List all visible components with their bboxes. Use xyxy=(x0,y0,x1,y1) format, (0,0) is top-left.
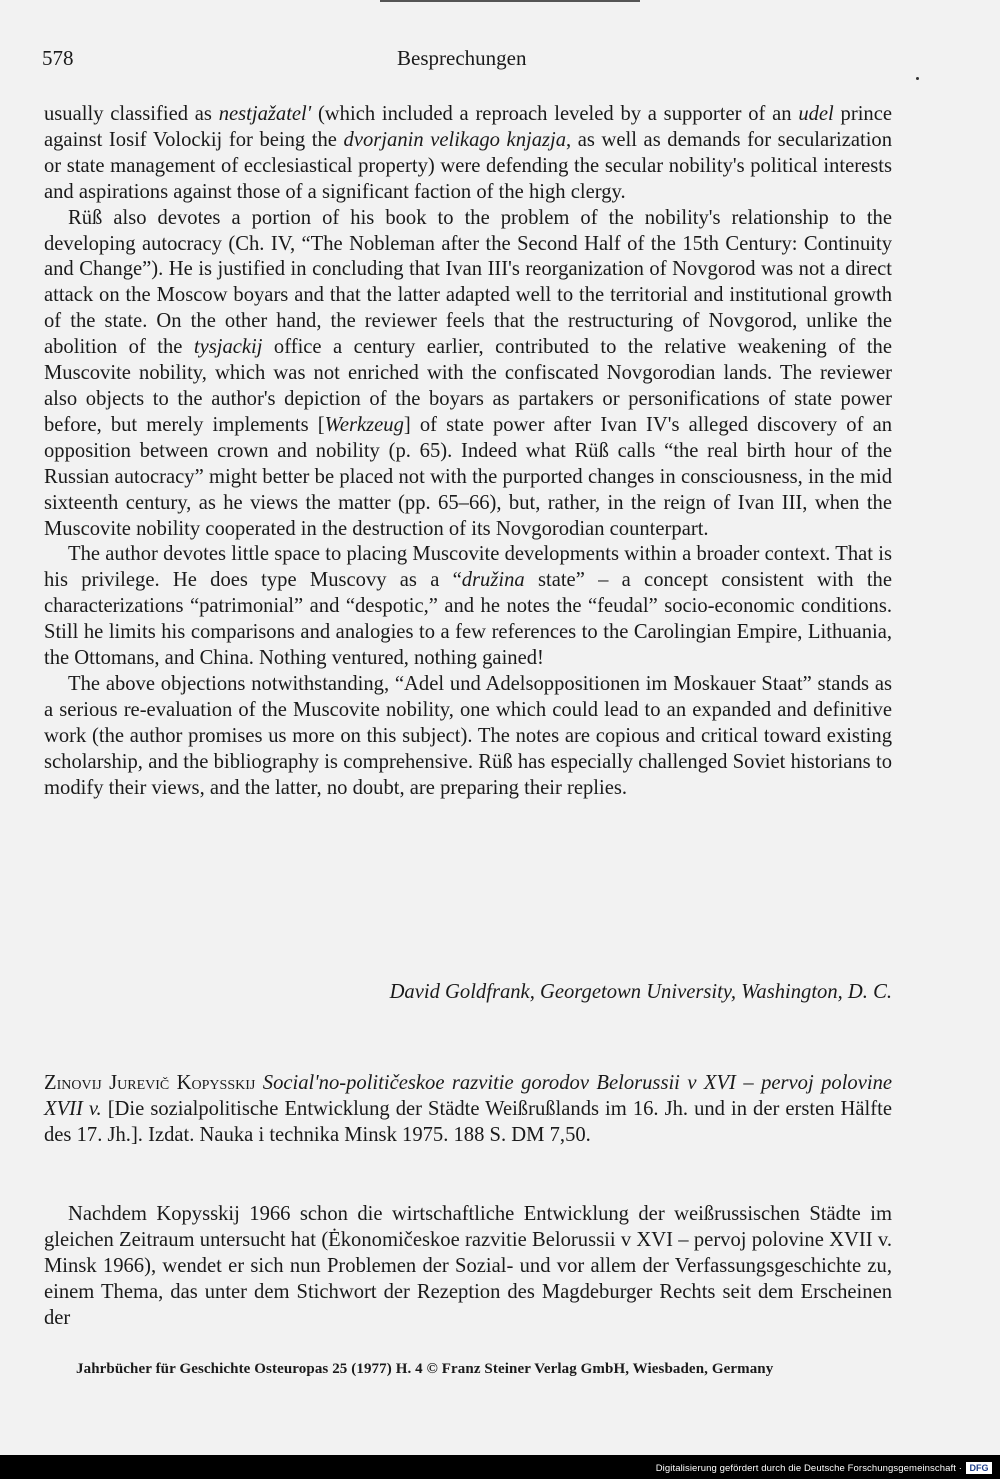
paragraph-3: The author devotes little space to placing Muscovite developments within a broader context. That is his privilege. He does type Muscovy as a “družina state” – a concept consistent with the characterizations “patrimonial” and “despotic,” and he notes the “feudal” socio-economic conditions. Still he limits his comparisons and analogies to a few references to the Carolingian Empire, Lithuania, the Ottomans, and China. Nothing ventured, nothing gained! xyxy=(44,543,892,670)
review-2-paragraph: Nachdem Kopysskij 1966 schon die wirtschaftliche Entwicklung der weißrussischen Städte im gleichen Zeitraum untersucht hat (Ėkonomičeskoe razvitie Belorussii v XVI – pervoj polovine XVII v. Minsk 1966), wendet er sich nun Problemen der Sozial- und vor allem der Verfassungsgeschichte zu, einem Thema, das unter dem Stichwort der Rezeption des Magdeburger Rechts seit dem Erscheinen der xyxy=(44,1203,892,1329)
running-head xyxy=(0,46,1000,74)
paragraph-2: Rüß also devotes a portion of his book to the problem of the nobility's relationship to the developing autocracy (Ch. IV, “The Nobleman after the Second Half of the 15th Century: Continuity and Change”). He is justified in concluding that Ivan III's reorganization of Novgorod was not a direct attack on the Moscow boyars and that the latter adapted well to the territorial and institutional growth of the state. On the other hand, the reviewer feels that the restructuring of Novgorod, unlike the abolition of the tysjackij office a century earlier, contributed to the relative weakening of the Muscovite nobility, which was not enriched with the confiscated Novgorodian lands. The reviewer also objects to the author's depiction of the boyars as partakers or personifications of state power before, but merely implements [Werkzeug] of state power after Ivan IV's alleged discovery of an opposition between crown and nobility (p. 65). Indeed what Rüß calls “the real birth hour of the Russian autocracy” might better be placed not with the purported changes in consciousness, in the mid sixteenth century, as he views the matter (pp. 65–66), but, rather, in the reign of Ivan III, when the Muscovite nobility cooperated in the destruction of its Novgorodian counterpart. xyxy=(44,206,893,540)
review-2-body xyxy=(44,1202,892,1332)
italic-term: dvorjanin velikago knjazja xyxy=(343,128,567,151)
entry-details: [Die sozialpolitische Entwicklung der Städte Weißrußlands im 16. Jh. und in der ersten Hälfte des 17. Jh.]. Izdat. Nauka i technika Minsk 1975. 188 S. DM 7,50. xyxy=(44,1097,892,1146)
dfg-logo: DFG xyxy=(966,1462,992,1474)
italic-term: nestjažatel' xyxy=(218,103,312,125)
journal-footer: Jahrbücher für Geschichte Osteuropas 25 (1977) H. 4 © Franz Steiner Verlag GmbH, Wiesbaden, Germany xyxy=(76,1361,774,1377)
reviewer-signature: David Goldfrank, Georgetown University, Washington, D. C. xyxy=(389,981,892,1003)
paragraph-1: usually classified as nestjažatel' (which included a reproach leveled by a supporter of an udel prince against Iosif Volockij for being the dvorjanin velikago knjazja, as well as demands for secularization or state management of ecclesiastical property) were defending the secular nobility's political interests and aspirations against those of a significant faction of the high clergy. xyxy=(44,103,893,203)
italic-term: Werkzeug xyxy=(324,413,404,436)
paragraph-4: The above objections notwithstanding, “Adel und Adelsoppositionen im Moskauer Staat” stands as a serious re-evaluation of the Muscovite nobility, one which could lead to an expanded and definitive work (the author promises us more on this subject). The notes are copious and critical toward existing scholarship, and the bibliography is comprehensive. Rüß has especially challenged Soviet historians to modify their views, and the latter, no doubt, are preparing their replies. xyxy=(44,672,892,799)
italic-term: udel xyxy=(798,103,834,125)
page-number: 578 xyxy=(42,46,74,70)
italic-term: tysjackij xyxy=(193,336,263,359)
entry-title: Social'no-političeskoe razvitie gorodov Belorussii v XVI – pervoj polovine XVII v. xyxy=(44,1072,893,1120)
bibliographic-entry xyxy=(44,1071,892,1149)
italic-term: družina xyxy=(461,569,525,592)
digitization-credit: Digitalisierung gefördert durch die Deutsche Forschungsgemeinschaft · xyxy=(655,1463,962,1474)
entry-author: Zinovij Jurevič Kopysskij xyxy=(44,1072,256,1094)
scan-edge-line xyxy=(380,0,640,2)
section-title: Besprechungen xyxy=(397,46,527,70)
scan-speck xyxy=(916,77,919,80)
review-body xyxy=(44,102,892,801)
